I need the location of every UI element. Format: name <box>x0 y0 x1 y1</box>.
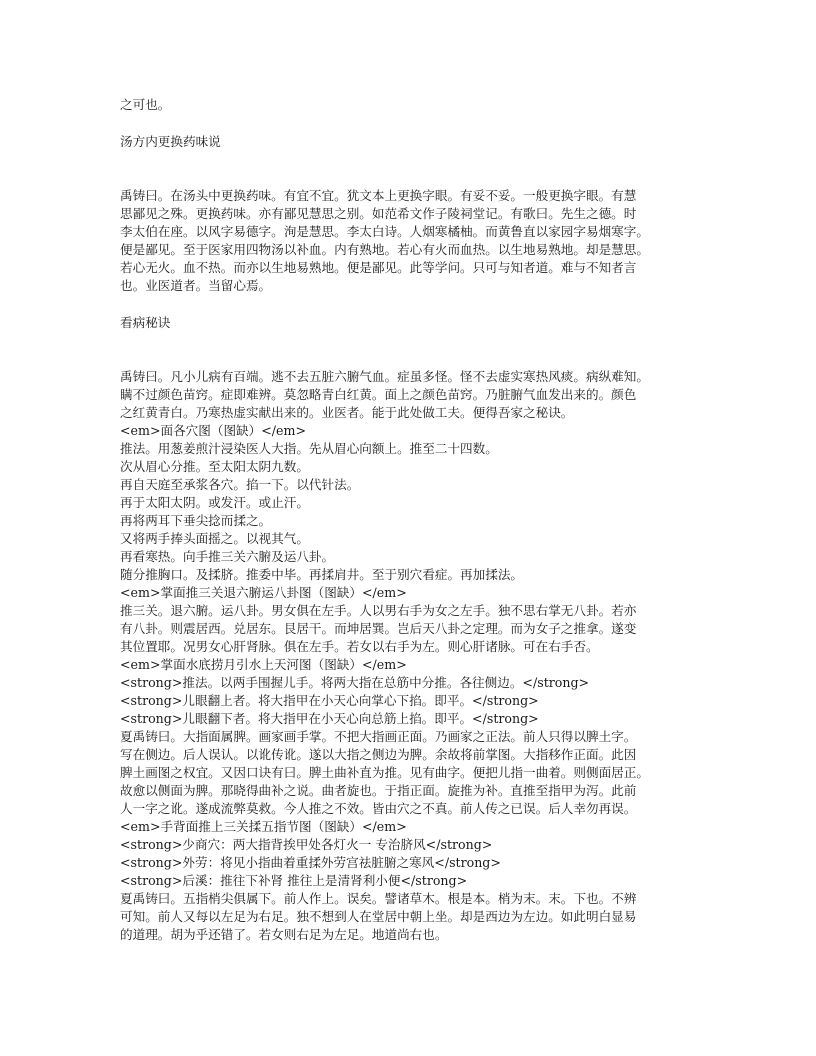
section-body-decoction <box>120 187 700 295</box>
text-line: 也。业医道者。当留心焉。 <box>120 278 272 293</box>
text-line: 夏禹铸曰。大指面属脾。画家画手掌。不把大指画正面。乃画家之正法。前人只得以脾土字。 <box>120 729 637 744</box>
text-line: 随分推胸口。及揉脐。推委中毕。再揉肩井。至于别穴看症。再加揉法。 <box>120 567 523 582</box>
text-line: <em>面各穴图（图缺）</em> <box>120 423 306 438</box>
text-line: <strong>儿眼翻下者。将大指甲在小天心向总筋上掐。即平。</strong> <box>120 711 539 726</box>
text-line: <strong>少商穴：两大指背挨甲处各灯火一 专治脐风</strong> <box>120 837 493 852</box>
text-line: 写在侧边。后人误认。以讹传讹。遂以大指之侧边为脾。余故将前掌图。大指移作正面。此因 <box>120 747 637 762</box>
text-line: 便是鄙见。至于医家用四物汤以补血。内有熟地。若心有火而血热。以生地易熟地。却是慧思。 <box>120 242 649 257</box>
text-line: 可知。前人又每以左足为右足。独不想到人在堂居中朝上坐。却是西边为左边。如此明白显易 <box>120 909 637 924</box>
text-line: <strong>儿眼翻上者。将大指甲在小天心向掌心下掐。即平。</strong> <box>120 693 539 708</box>
text-line: <em>掌面水底捞月引水上天河图（图缺）</em> <box>120 657 407 672</box>
text-line: 若心无火。血不热。而亦以生地易熟地。便是鄙见。此等学问。只可与知者道。难与不知者言 <box>120 260 637 275</box>
section-body-diagnosis <box>120 368 700 944</box>
text-line: 李太伯在座。以风字易德字。洵是慧思。李太白诗。人烟寒橘柚。而黄鲁直以家园字易烟寒字。 <box>120 224 649 239</box>
text-line: 人一字之讹。遂成流弊莫救。今人推之不效。皆由穴之不真。前人传之已误。后人幸勿再误。 <box>120 801 637 816</box>
text-line: <em>掌面推三关退六腑运八卦图（图缺）</em> <box>120 585 407 600</box>
document-page <box>120 96 700 944</box>
text-line: 夏禹铸曰。五指梢尖俱属下。前人作上。误矣。譬诸草木。根是本。梢为末。末。下也。不辨 <box>120 891 637 906</box>
text-line: <strong>后溪：推往下补肾 推往上是清肾利小便</strong> <box>120 873 468 888</box>
continued-text: 之可也。 <box>120 97 171 112</box>
text-line: 其位置耶。况男女心肝肾脉。俱在左手。若女以右手为左。则心肝诸脉。可在右手否。 <box>120 639 599 654</box>
text-line: 故愈以侧面为脾。那晓得曲补之说。曲者旋也。于指正面。旋推为补。直推至指甲为泻。此前 <box>120 783 637 798</box>
text-line: 瞒不过颜色苗窍。症即难辨。莫忽略青白红黄。面上之颜色苗窍。乃脏腑气血发出来的。颜色 <box>120 387 637 402</box>
text-line: 再看寒热。向手推三关六腑及运八卦。 <box>120 549 335 564</box>
text-line: 再自天庭至承浆各穴。掐一下。以代针法。 <box>120 477 360 492</box>
text-line: 之红黄青白。乃寒热虚实献出来的。业医者。能于此处做工夫。便得吾家之秘诀。 <box>120 405 574 420</box>
text-line: 的道理。胡为乎还错了。若女则右足为左足。地道尚右也。 <box>120 927 448 942</box>
text-line: 禹铸曰。凡小儿病有百端。逃不去五脏六腑气血。症虽多怪。怪不去虚实寒热风痰。病纵难知。 <box>120 369 649 384</box>
text-line: 脾土画图之权宜。又因口诀有曰。脾土曲补直为推。见有曲字。便把儿指一曲着。则侧面居正。 <box>120 765 649 780</box>
text-line: <em>手背面推上三关揉五指节图（图缺）</em> <box>120 819 407 834</box>
text-line: 推三关。退六腑。运八卦。男女俱在左手。人以男右手为女之左手。独不思右掌无八卦。若亦 <box>120 603 637 618</box>
text-line: <strong>外劳：将见小指曲着重揉外劳宫祛脏腑之寒风</strong> <box>120 855 501 870</box>
text-line: 有八卦。则震居西。兑居东。艮居干。而坤居巽。岂后天八卦之定理。而为女子之推拿。遂变 <box>120 621 637 636</box>
section-heading-diagnosis: 看病秘诀 <box>120 315 171 330</box>
text-line: 思鄙见之殊。更换药味。亦有鄙见慧思之别。如范希文作子陵祠堂记。有歌曰。先生之德。时 <box>120 206 637 221</box>
text-line: 禹铸曰。在汤头中更换药味。有宜不宜。犹文本上更换字眼。有妥不妥。一般更换字眼。有慧 <box>120 188 637 203</box>
text-line: 又将两手捧头面摇之。以视其气。 <box>120 531 309 546</box>
text-line: 次从眉心分推。至太阳太阴九数。 <box>120 459 309 474</box>
text-line: 推法。用葱姜煎汁浸染医人大指。先从眉心向额上。推至二十四数。 <box>120 441 498 456</box>
section-heading-decoction: 汤方内更换药味说 <box>120 134 221 149</box>
text-line: <strong>推法。以两手围握儿手。将两大指在总筋中分推。各往侧边。</strong> <box>120 675 590 690</box>
text-line: 再将两耳下垂尖捻而揉之。 <box>120 513 272 528</box>
text-line: 再于太阳太阴。或发汗。或止汗。 <box>120 495 309 510</box>
